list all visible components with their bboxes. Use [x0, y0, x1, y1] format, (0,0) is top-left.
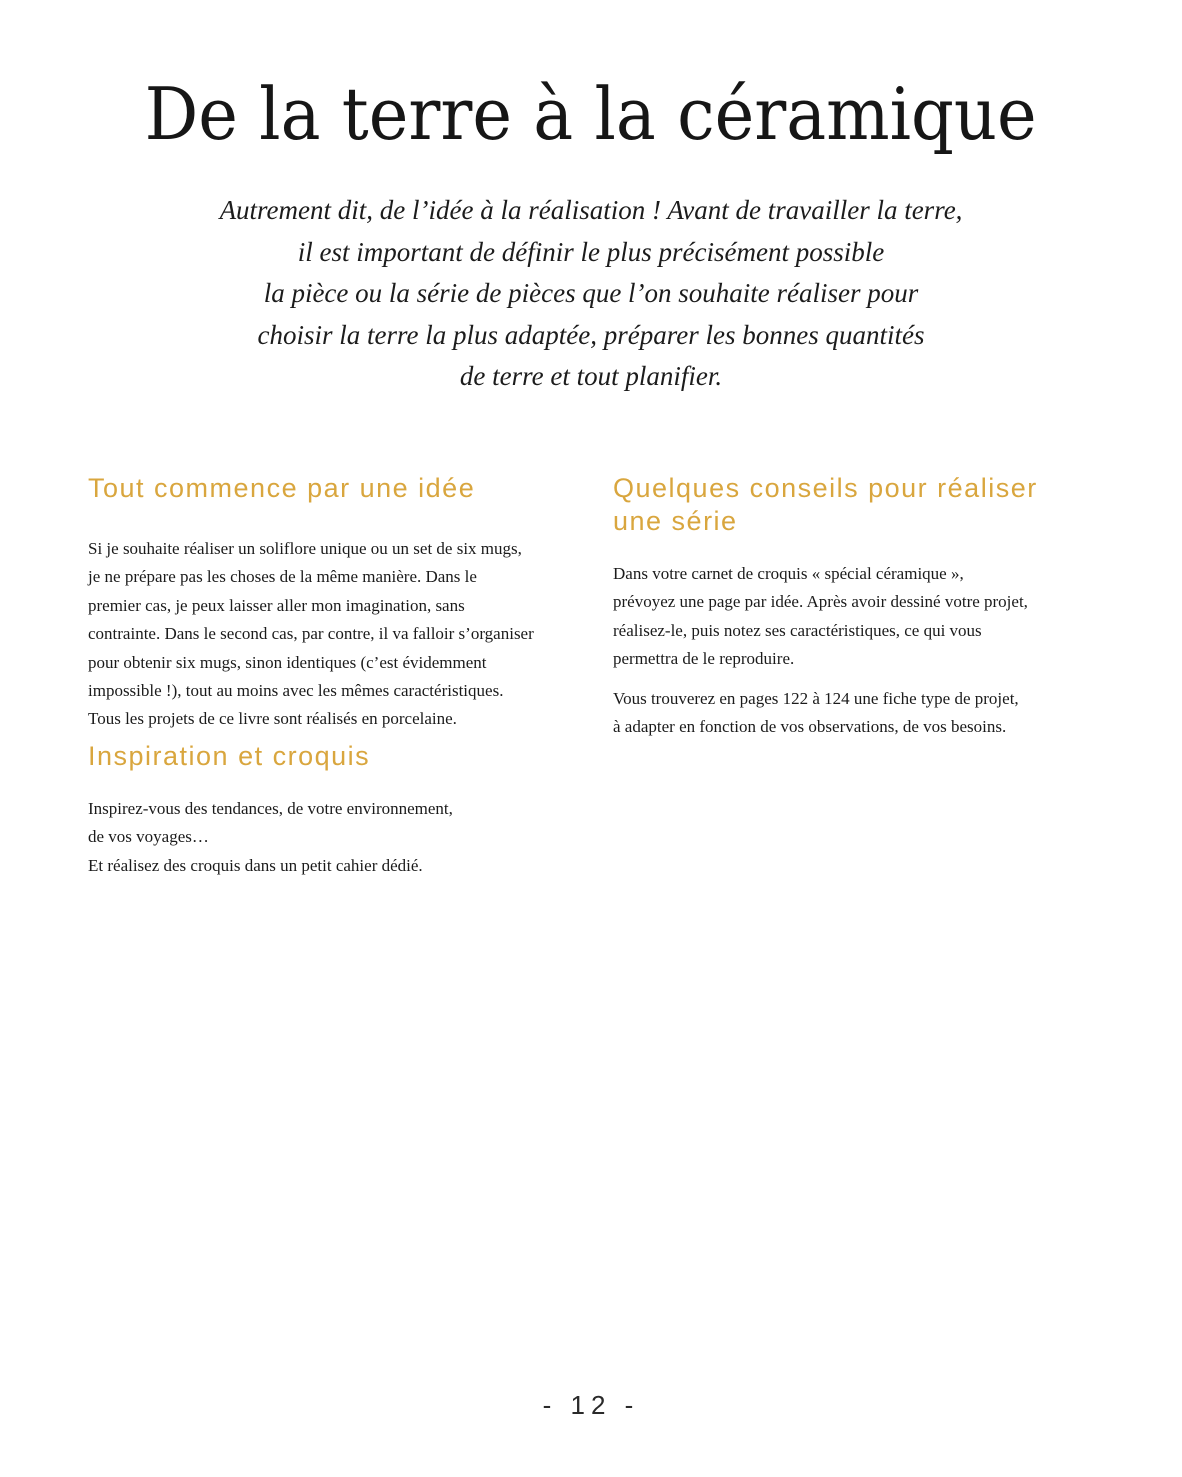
- page-title: De la terre à la céramique: [144, 72, 1038, 156]
- left-column: [88, 472, 593, 880]
- text-line: Dans votre carnet de croquis « spécial céramique »,: [613, 564, 964, 583]
- text-line: à adapter en fonction de vos observations, de vos besoins.: [613, 717, 1007, 737]
- text-line: premier cas, je peux laisser aller mon imagination, sans: [88, 595, 465, 615]
- right-column: [613, 472, 1096, 880]
- paragraph-fiche-projet: [613, 685, 1096, 742]
- page-title-wrap: [0, 72, 1182, 156]
- text-line: Inspirez-vous des tendances, de votre environnement,: [88, 798, 453, 818]
- text-line: la pièce ou la série de pièces que l’on souhaite réaliser pour: [263, 278, 919, 308]
- text-line: prévoyez une page par idée. Après avoir dessiné votre projet,: [613, 592, 1028, 612]
- text-line: contrainte. Dans le second cas, par contre, il va falloir s’organiser: [88, 624, 534, 644]
- text-line: choisir la terre la plus adaptée, préparer les bonnes quantités: [257, 319, 925, 350]
- text-line: permettra de le reproduire.: [613, 649, 795, 669]
- text-line: pour obtenir six mugs, sinon identiques (c’est évidemment: [88, 652, 487, 672]
- text-line: réalisez-le, puis notez ses caractéristiques, ce qui vous: [613, 620, 982, 640]
- text-line: Tous les projets de ce livre sont réalisés en porcelaine.: [88, 709, 457, 729]
- text-line: Et réalisez des croquis dans un petit cahier dédié.: [88, 855, 423, 875]
- section-heading-conseils: [613, 472, 1096, 538]
- text-line: une série: [613, 506, 738, 536]
- paragraph-idea: [88, 535, 593, 734]
- text-line: de vos voyages…: [88, 827, 209, 847]
- text-line: Quelques conseils pour réaliser: [613, 473, 1038, 503]
- page-number: - 12 -: [542, 1390, 640, 1420]
- text-line: il est important de définir le plus précisément possible: [297, 236, 885, 267]
- content-columns: [88, 472, 1096, 880]
- section-heading-inspiration: Inspiration et croquis: [88, 740, 371, 771]
- text-line: Vous trouverez en pages 122 à 124 une fiche type de projet,: [613, 688, 1019, 708]
- text-line: de terre et tout planifier.: [459, 361, 723, 391]
- text-line: Si je souhaite réaliser un soliflore unique ou un set de six mugs,: [88, 539, 522, 558]
- text-line: impossible !), tout au moins avec les mêmes caractéristiques.: [88, 681, 504, 701]
- paragraph-carnet: [613, 560, 1096, 674]
- text-line: je ne prépare pas les choses de la même manière. Dans le: [88, 567, 477, 587]
- text-line: Autrement dit, de l’idée à la réalisation ! Avant de travailler la terre,: [219, 195, 963, 225]
- intro-paragraph: [0, 190, 1182, 398]
- paragraph-inspiration: [88, 795, 593, 880]
- section-heading-idea: Tout commence par une idée: [88, 473, 476, 503]
